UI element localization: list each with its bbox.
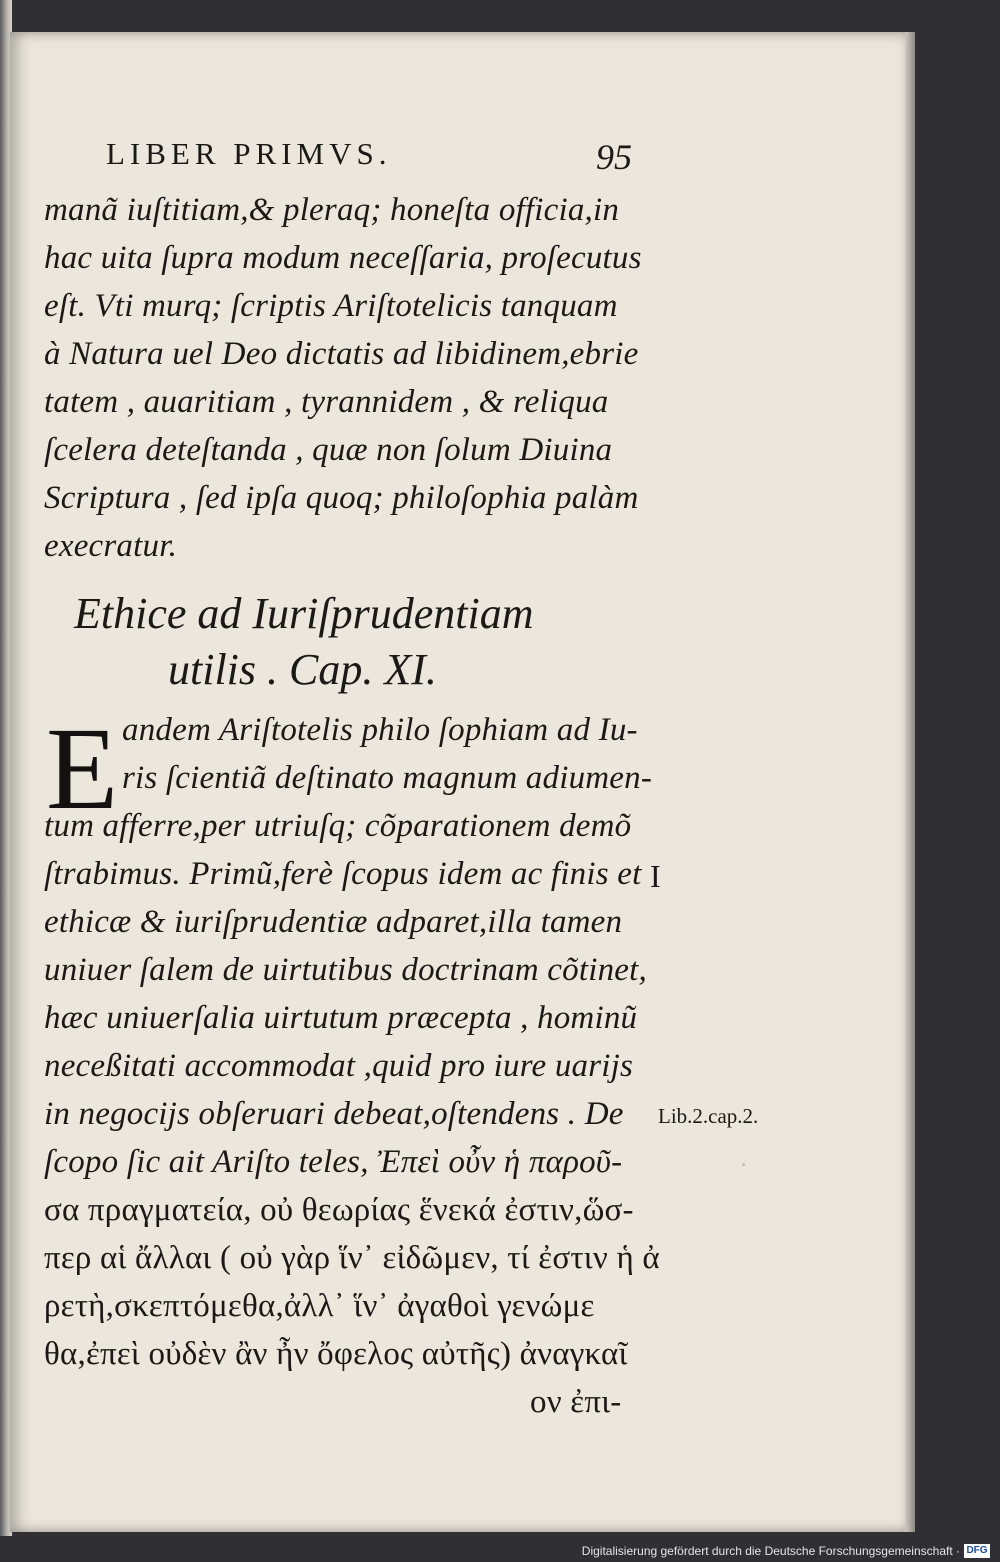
greek-text-line: θα,ἐπεὶ οὐδὲν ἂν ἦν ὄφελος αὐτῆς) ἀναγκαῖ (44, 1336, 628, 1372)
text-line: neceßitati accommodat ,quid pro iure uarijs (44, 1048, 634, 1084)
chapter-heading-number: utilis . Cap. XI. (168, 645, 437, 694)
text-line: manã iuſtitiam,& pleraq; honeſta officia,in (44, 192, 620, 228)
text-line: andem Ariſtotelis philo ſophiam ad Iu- (122, 712, 638, 748)
catchword: ον ἐπι- (530, 1384, 622, 1420)
text-line: uniuer ſalem de uirtutibus doctrinam cõtinet, (44, 952, 647, 988)
text-line: Scriptura , ſed ipſa quoq; philoſophia palàm (44, 480, 639, 516)
page-edge (905, 32, 915, 1532)
text-line: ſtrabimus. Primũ,ferè ſcopus idem ac finis et (44, 856, 642, 892)
text-line: hæc uniuerſalia uirtutum præcepta , hominũ (44, 1000, 638, 1036)
greek-text-line: ρετὴ,σκεπτόμεθα,ἀλλ᾽ ἵν᾽ ἀγαθοὶ γενώμε (44, 1288, 595, 1324)
running-head: LIBER PRIMVS. (106, 136, 392, 171)
margin-numeral: I (650, 858, 661, 894)
book-page (10, 32, 912, 1532)
drop-cap: E (46, 703, 119, 834)
text-line: execratur. (44, 528, 178, 564)
text-line: ſcopo ſic ait Ariſto teles, Ἐπεὶ οὖν ἡ παροῦ- (44, 1144, 623, 1180)
text-line: à Natura uel Deo dictatis ad libidinem,ebrie (44, 336, 639, 372)
text-line: eſt. Vti murq; ſcriptis Ariſtotelicis tanquam (44, 288, 618, 324)
dfg-logo: DFG (964, 1544, 990, 1558)
text-line: in negocijs obſeruari debeat,oſtendens . De (44, 1096, 624, 1132)
footer-bar (0, 1536, 1000, 1562)
footer-credit: Digitalisierung gefördert durch die Deutsche Forschungsgemeinschaft · (581, 1544, 960, 1558)
text-line: ethicæ & iuriſprudentiæ adparet,illa tamen (44, 904, 623, 940)
greek-text-line: περ αἱ ἄλλαι ( οὐ γὰρ ἵν᾽ εἰδῶμεν, τί ἐστιν ἡ ἀ (44, 1240, 660, 1276)
page-number: 95 (596, 137, 632, 177)
text-line: tum afferre,per utriuſq; cõparationem demõ (44, 808, 632, 844)
greek-text-line: σα πραγματεία, οὐ θεωρίας ἕνεκά ἐστιν,ὥσ- (44, 1192, 634, 1228)
text-line: ſcelera deteſtanda , quæ non ſolum Diuina (44, 432, 613, 468)
text-line: hac uita ſupra modum neceſſaria, proſecutus (44, 240, 642, 276)
chapter-heading: Ethice ad Iuriſprudentiam (74, 589, 534, 638)
text-line: ris ſcientiã deſtinato magnum adiumen- (122, 760, 653, 796)
margin-reference: Lib.2.cap.2. (658, 1104, 759, 1128)
bleed-through-mark: · (740, 1152, 748, 1177)
text-line: tatem , auaritiam , tyrannidem , & reliqua (44, 384, 609, 420)
